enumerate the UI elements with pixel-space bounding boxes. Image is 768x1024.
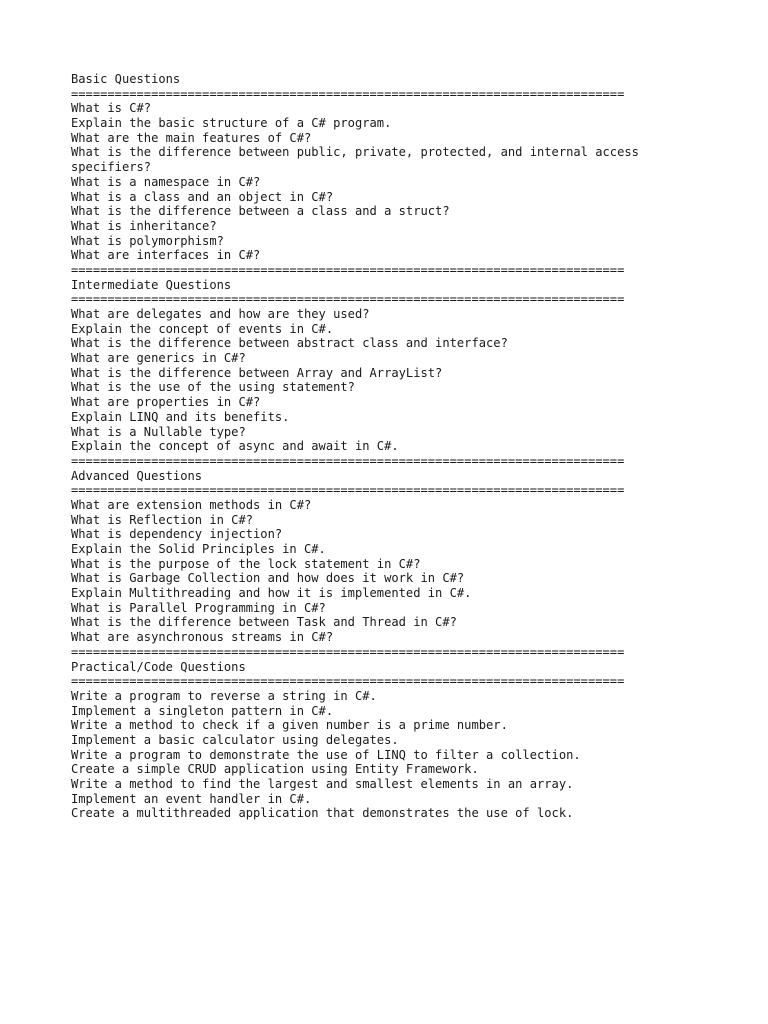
question-item: Explain LINQ and its benefits. — [71, 409, 290, 424]
separator-line: ============================================================================ — [71, 674, 625, 689]
question-item: Write a method to find the largest and smallest elements in an array. — [71, 777, 574, 792]
question-item: What are properties in C#? — [71, 395, 261, 410]
question-item: What is the difference between a class and a struct? — [71, 204, 450, 219]
separator-line: ============================================================================ — [71, 453, 625, 468]
question-item: What is a Nullable type? — [71, 424, 246, 439]
question-item: What are the main features of C#? — [71, 130, 312, 145]
question-item: Explain the Solid Principles in C#. — [71, 542, 326, 557]
question-item: Create a multithreaded application that demonstrates the use of lock. — [71, 806, 574, 821]
question-item: Write a program to demonstrate the use of LINQ to filter a collection. — [71, 747, 581, 762]
question-item: What is the difference between public, private, protected, and internal access specifiers? — [71, 145, 639, 175]
question-item: Implement a basic calculator using delegates. — [71, 732, 399, 747]
question-item: What is the purpose of the lock statement in C#? — [71, 556, 421, 571]
question-item: What is Garbage Collection and how does it work in C#? — [71, 571, 465, 586]
question-item: Implement a singleton pattern in C#. — [71, 703, 334, 718]
question-item: Explain the concept of async and await in C#. — [71, 439, 399, 454]
section-title-basic: Basic Questions — [71, 72, 181, 86]
section-title-intermediate: Intermediate Questions — [71, 277, 232, 292]
question-item: Implement an event handler in C#. — [71, 791, 312, 806]
question-item: Explain the basic structure of a C# program. — [71, 116, 392, 131]
question-item: What is the difference between Array and ArrayList? — [71, 365, 443, 380]
question-item: Write a program to reverse a string in C#. — [71, 688, 377, 703]
section-title-advanced: Advanced Questions — [71, 468, 203, 483]
question-item: What is inheritance? — [71, 218, 217, 233]
question-item: What are interfaces in C#? — [71, 248, 261, 263]
question-item: What are generics in C#? — [71, 351, 246, 366]
question-item: What is a class and an object in C#? — [71, 189, 334, 204]
separator-line: ============================================================================ — [71, 86, 625, 101]
question-item: Create a simple CRUD application using Entity Framework. — [71, 762, 479, 777]
question-item: What is Reflection in C#? — [71, 512, 254, 527]
question-item: What are delegates and how are they used? — [71, 307, 370, 322]
separator-line: ============================================================================ — [71, 292, 625, 307]
document-page — [71, 72, 751, 821]
question-item: What is Parallel Programming in C#? — [71, 600, 326, 615]
separator-line: ============================================================================ — [71, 262, 625, 277]
question-item: What is polymorphism? — [71, 233, 224, 248]
question-item: What is C#? — [71, 101, 152, 116]
question-item: Explain Multithreading and how it is implemented in C#. — [71, 586, 472, 601]
question-item: What are asynchronous streams in C#? — [71, 630, 334, 645]
separator-line: ============================================================================ — [71, 644, 625, 659]
question-item: What is the difference between abstract class and interface? — [71, 336, 508, 351]
question-item: What is a namespace in C#? — [71, 174, 261, 189]
question-item: Write a method to check if a given number is a prime number. — [71, 718, 508, 733]
question-item: What is the use of the using statement? — [71, 380, 355, 395]
question-item: Explain the concept of events in C#. — [71, 321, 334, 336]
separator-line: ============================================================================ — [71, 483, 625, 498]
question-item: What is the difference between Task and Thread in C#? — [71, 615, 457, 630]
question-item: What are extension methods in C#? — [71, 497, 312, 512]
section-title-practical: Practical/Code Questions — [71, 659, 246, 674]
question-item: What is dependency injection? — [71, 527, 283, 542]
